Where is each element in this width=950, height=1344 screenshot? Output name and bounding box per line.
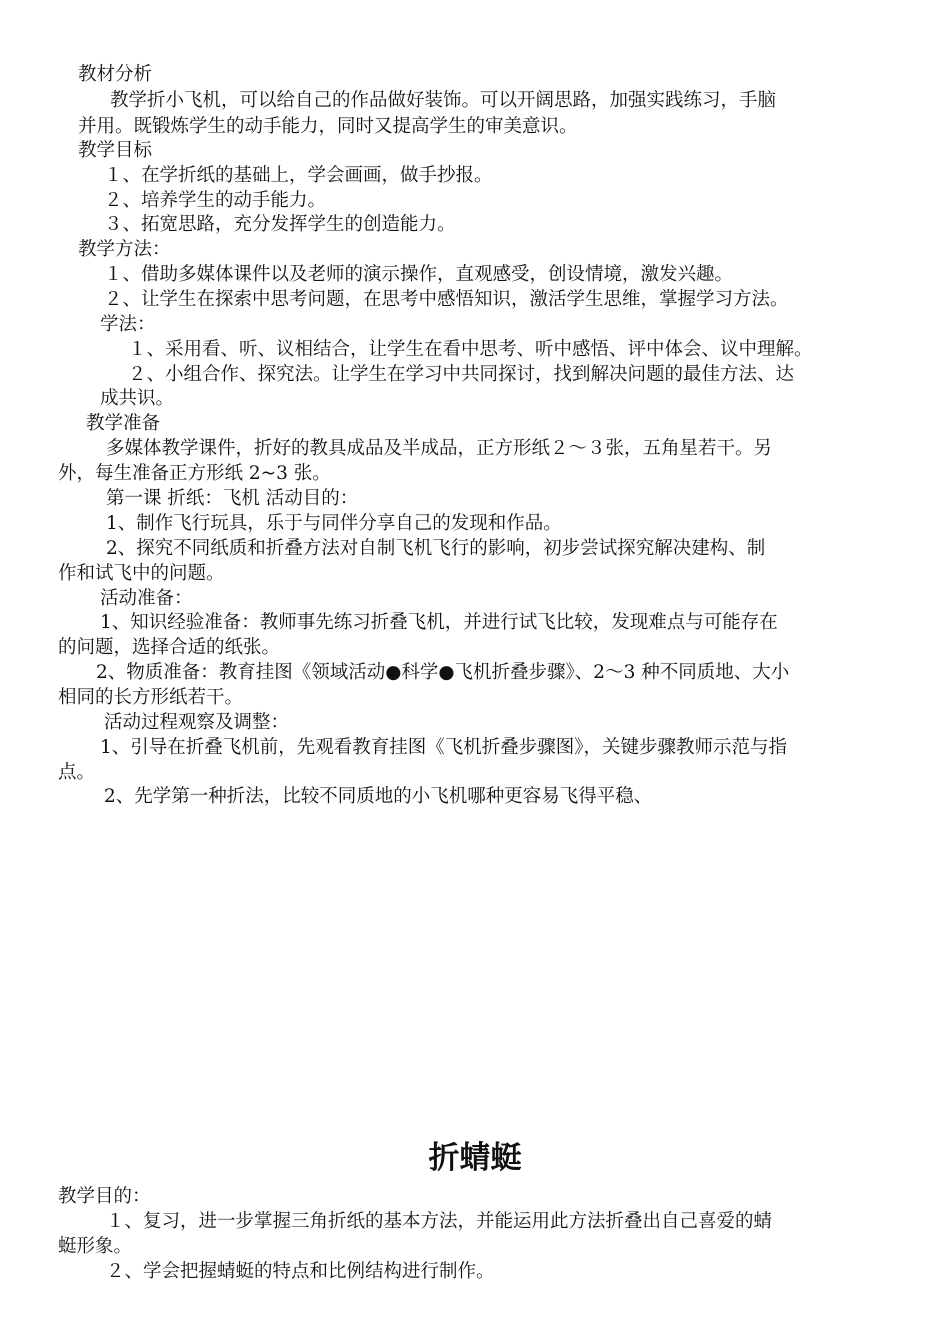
list-item: 作和试飞中的问题。	[58, 563, 225, 584]
list-item: ２、培养学生的动手能力。	[104, 190, 327, 211]
list-item: 成共识。	[100, 388, 175, 409]
list-item: １、借助多媒体课件以及老师的演示操作，直观感受，创设情境，激发兴趣。	[104, 264, 734, 285]
list-item: １、采用看、听、议相结合，让学生在看中思考、听中感悟、评中体会、议中理解。	[128, 339, 813, 360]
heading-textbook-analysis: 教材分析	[78, 64, 153, 85]
list-item: ２、小组合作、探究法。让学生在学习中共同探讨，找到解决问题的最佳方法、达	[128, 364, 795, 385]
heading-study-methods: 学法：	[100, 314, 156, 335]
list-item: 相同的长方形纸若干。	[58, 687, 244, 708]
list-item: 蜓形象。	[58, 1236, 133, 1257]
list-item: １、复习，进一步掌握三角折纸的基本方法，并能运用此方法折叠出自己喜爱的蜻	[106, 1211, 773, 1232]
list-item: 的问题，选择合适的纸张。	[58, 637, 281, 658]
heading-teaching-aims: 教学目的：	[58, 1186, 151, 1207]
heading-activity-process: 活动过程观察及调整：	[104, 712, 290, 733]
list-item: 2、物质准备：教育挂图《领域活动●科学●飞机折叠步骤》、2～3 种不同质地、大小	[96, 662, 790, 683]
paragraph-line: 并用。既锻炼学生的动手能力，同时又提高学生的审美意识。	[78, 116, 578, 137]
heading-teaching-preparation: 教学准备	[86, 413, 161, 434]
list-item: 2、先学第一种折法，比较不同质地的小飞机哪种更容易飞得平稳、	[104, 786, 653, 807]
list-item: ３、拓宽思路，充分发挥学生的创造能力。	[104, 214, 456, 235]
list-item: 1、知识经验准备：教师事先练习折叠飞机，并进行试飞比较，发现难点与可能存在	[100, 612, 778, 633]
list-item: １、在学折纸的基础上，学会画画，做手抄报。	[104, 165, 493, 186]
list-item: 点。	[58, 762, 96, 783]
paragraph-line: 外，每生准备正方形纸 2~3 张。	[58, 463, 331, 484]
paragraph-line: 教学折小飞机，可以给自己的作品做好装饰。可以开阔思路，加强实践练习，手脑	[110, 90, 777, 111]
heading-teaching-goals: 教学目标	[78, 140, 153, 161]
heading-teaching-methods: 教学方法：	[78, 239, 171, 260]
section-title: 折蜻蜓	[428, 1140, 522, 1176]
list-item: 2、探究不同纸质和折叠方法对自制飞机飞行的影响，初步尝试探究解决建构、制	[106, 538, 766, 559]
paragraph-line: 多媒体教学课件，折好的教具成品及半成品，正方形纸２～３张，五角星若干。另	[106, 438, 773, 459]
list-item: ２、学会把握蜻蜓的特点和比例结构进行制作。	[106, 1261, 495, 1282]
lesson-heading: 第一课 折纸：飞机 活动目的：	[106, 488, 359, 509]
list-item: ２、让学生在探索中思考问题，在思考中感悟知识，激活学生思维，掌握学习方法。	[104, 289, 789, 310]
list-item: 1、引导在折叠飞机前，先观看教育挂图《飞机折叠步骤图》，关键步骤教师示范与指	[100, 737, 788, 758]
list-item: 1、制作飞行玩具，乐于与同伴分享自己的发现和作品。	[106, 513, 562, 534]
heading-activity-preparation: 活动准备：	[100, 588, 193, 609]
